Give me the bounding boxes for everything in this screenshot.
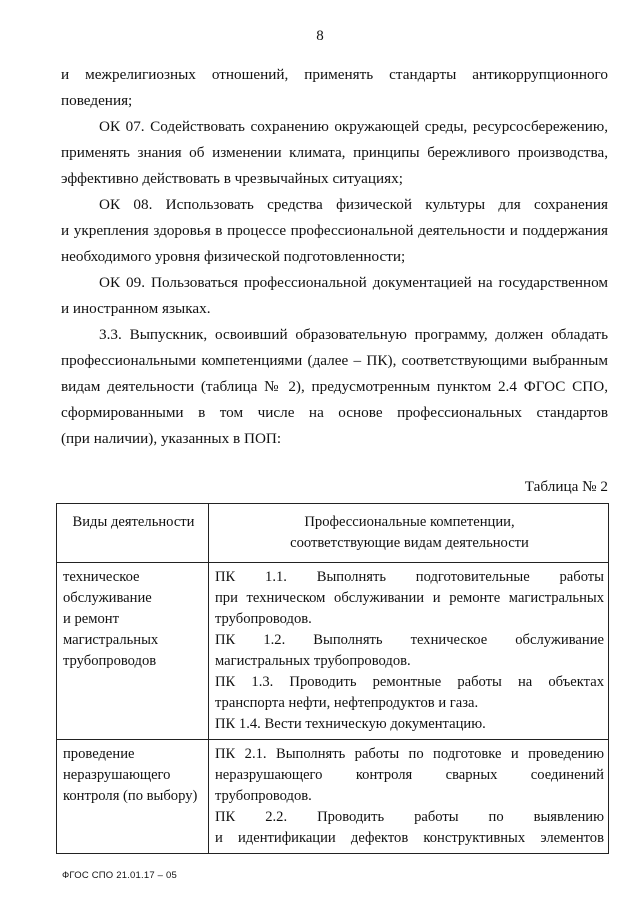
table-row (57, 563, 609, 740)
text-line: и межрелигиозных отношений, применять стандарты антикоррупционного (61, 66, 608, 83)
activity-line: магистральных (63, 632, 159, 648)
activity-line: проведение (63, 746, 135, 762)
header-competences (209, 504, 609, 563)
activity-line: техническое (63, 569, 140, 585)
text-line: 3.3. Выпускник, освоивший образовательную программу, должен обладать (99, 326, 608, 343)
text-line: необходимого уровня физической подготовленности; (61, 248, 406, 265)
competence-line: ПК 1.3. Проводить ремонтные работы на объектах (215, 674, 604, 690)
competences-cell (209, 563, 609, 740)
paragraph-ok09 (61, 270, 608, 322)
activity-line: неразрушающего (63, 767, 171, 783)
competence-table (56, 503, 609, 854)
paragraph-ok07 (61, 114, 608, 192)
competences-cell (209, 740, 609, 854)
text-line: и иностранном языках. (61, 300, 211, 317)
activity-line: трубопроводов (63, 653, 157, 669)
header-competences-line: Профессиональные компетенции, (304, 514, 515, 530)
paragraph-continuation (61, 62, 608, 114)
activity-cell (57, 563, 209, 740)
text-line: профессиональными компетенциями (далее – ПК), соответствующими выбранным (61, 352, 608, 369)
competence-line: неразрушающего контроля сварных соединений (215, 767, 604, 783)
paragraph-ok08 (61, 192, 608, 270)
table-header-row (57, 504, 609, 563)
competence-line: ПК 1.2. Выполнять техническое обслуживание (215, 632, 604, 648)
table-caption: Таблица № 2 (524, 478, 608, 495)
text-line: применять знания об изменении климата, принципы бережливого производства, (61, 144, 608, 161)
competence-line: транспорта нефти, нефтепродуктов и газа. (215, 695, 479, 711)
paragraph-3-3 (61, 322, 608, 452)
competence-line: трубопроводов. (215, 788, 312, 804)
activity-line: и ремонт (63, 611, 119, 627)
competence-line: ПК 2.2. Проводить работы по выявлению (215, 809, 604, 825)
text-line: видам деятельности (таблица № 2), предусмотренным пунктом 2.4 ФГОС СПО, (61, 378, 608, 395)
activity-line: обслуживание (63, 590, 152, 606)
text-line: поведения; (61, 92, 133, 109)
header-activity-label: Виды деятельности (72, 514, 195, 530)
text-line: (при наличии), указанных в ПОП: (61, 430, 282, 447)
competence-line: при техническом обслуживании и ремонте магистральных (215, 590, 604, 606)
text-line: ОК 07. Содействовать сохранению окружающей среды, ресурсосбережению, (99, 118, 608, 135)
text-line: эффективно действовать в чрезвычайных ситуациях; (61, 170, 403, 187)
text-line: и укрепления здоровья в процессе профессиональной деятельности и поддержания (61, 222, 608, 239)
competence-line: трубопроводов. (215, 611, 312, 627)
competence-line: и идентификации дефектов конструктивных элементов (215, 830, 604, 846)
footer-code: ФГОС СПО 21.01.17 – 05 (62, 870, 177, 881)
text-line: ОК 08. Использовать средства физической культуры для сохранения (99, 196, 608, 213)
table-row (57, 740, 609, 854)
competence-line: ПК 2.1. Выполнять работы по подготовке и проведению (215, 746, 604, 762)
competence-line: ПК 1.4. Вести техническую документацию. (215, 716, 486, 732)
page-number: 8 (316, 28, 324, 44)
text-line: сформированными в том числе на основе профессиональных стандартов (61, 404, 608, 421)
header-activity (57, 504, 209, 563)
header-competences-line: соответствующие видам деятельности (290, 535, 529, 551)
activity-line: контроля (по выбору) (63, 788, 198, 804)
competence-line: магистральных трубопроводов. (215, 653, 411, 669)
competence-line: ПК 1.1. Выполнять подготовительные работы (215, 569, 604, 585)
activity-cell (57, 740, 209, 854)
text-line: ОК 09. Пользоваться профессиональной документацией на государственном (99, 274, 608, 291)
